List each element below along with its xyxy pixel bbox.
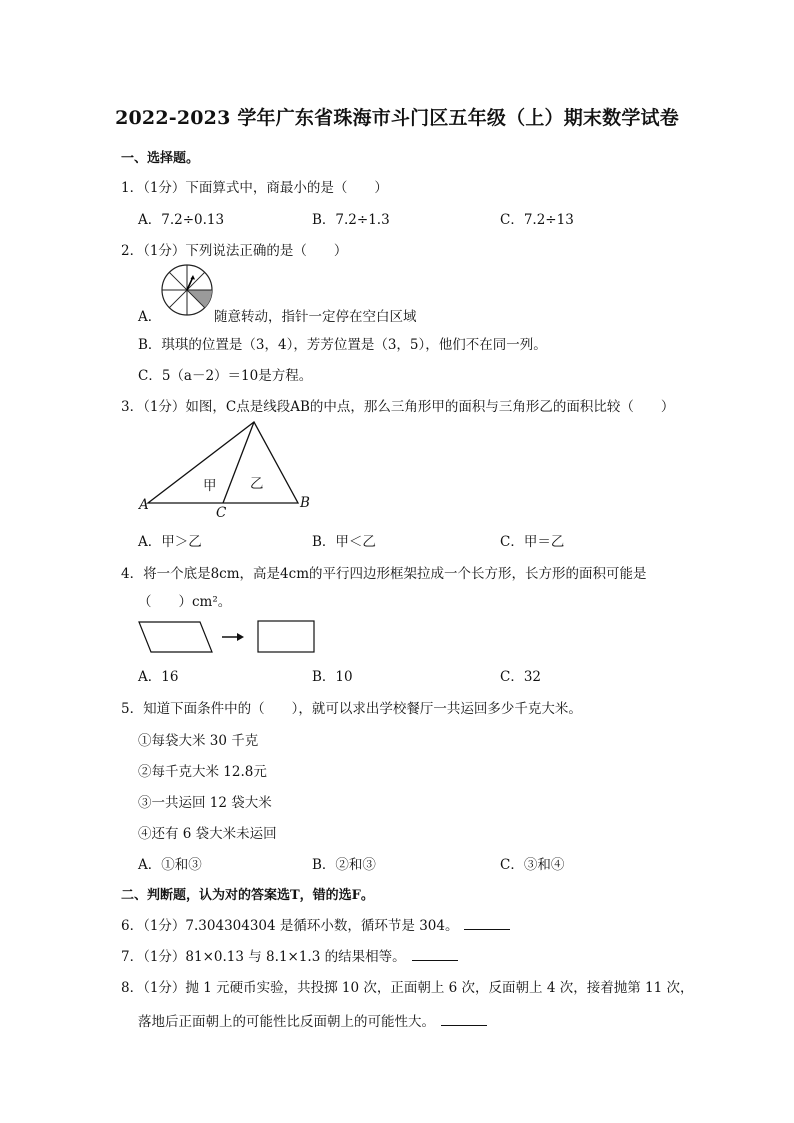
q1-option-a[interactable]: A．7.2÷0.13 (138, 212, 225, 228)
question-7-text: 7．（1分）81×0.13 与 8.1×1.3 的结果相等。 (121, 949, 406, 965)
q1-option-b[interactable]: B．7.2÷1.3 (312, 212, 390, 228)
q2-option-a-text[interactable]: 随意转动，指针一定停在空白区域 (214, 309, 417, 325)
q2-option-a-prefix[interactable]: A． (138, 309, 162, 325)
label-yi: 乙 (250, 476, 264, 492)
triangle-figure (134, 416, 324, 522)
q3-option-b[interactable]: B．甲＜乙 (312, 534, 376, 550)
question-7 (121, 945, 458, 965)
question-8-line2 (138, 1010, 487, 1030)
q2-option-b[interactable]: B．琪琪的位置是（3，4），芳芳位置是（3，5），他们不在同一列。 (138, 337, 547, 353)
label-jia: 甲 (203, 478, 217, 494)
question-8-text: 落地后正面朝上的可能性比反面朝上的可能性大。 (138, 1014, 435, 1030)
q5-condition-4: ④还有 6 袋大米未运回 (138, 826, 277, 842)
answer-blank-6[interactable] (464, 917, 510, 930)
question-4-stem: 4．将一个底是8cm，高是4cm的平行四边形框架拉成一个长方形，长方形的面积可能是 (121, 566, 647, 582)
q5-option-a[interactable]: A．①和③ (138, 857, 202, 873)
label-c: C (216, 505, 227, 521)
q4-option-b[interactable]: B．10 (312, 669, 353, 685)
question-5-stem: 5．知道下面条件中的（ ），就可以求出学校餐厅一共运回多少千克大米。 (121, 701, 582, 717)
answer-blank-8[interactable] (441, 1013, 487, 1026)
question-2-stem: 2．（1分）下列说法正确的是（ ） (121, 243, 348, 259)
q5-condition-2: ②每千克大米 12.8元 (138, 764, 267, 780)
q4-option-c[interactable]: C．32 (500, 669, 542, 685)
question-3-stem: 3．（1分）如图，C点是线段AB的中点，那么三角形甲的面积与三角形乙的面积比较（ ） (121, 399, 675, 415)
q3-option-a[interactable]: A．甲＞乙 (138, 534, 202, 550)
section-heading-choice: 一、选择题。 (121, 151, 200, 166)
q3-option-c[interactable]: C．甲＝乙 (500, 534, 565, 550)
label-b: B (300, 495, 310, 511)
question-8-line1: 8．（1分）抛 1 元硬币实验，共投掷 10 次，正面朝上 6 次，反面朝上 4 次，接着抛第 11 次， (121, 980, 694, 996)
q5-condition-1: ①每袋大米 30 千克 (138, 733, 259, 749)
question-1-stem: 1．（1分）下面算式中，商最小的是（ ） (121, 180, 388, 196)
q2-option-c[interactable]: C．5（a－2）＝10是方程。 (138, 368, 313, 384)
q1-option-c[interactable]: C．7.2÷13 (500, 212, 574, 228)
question-6-text: 6．（1分）7.304304304 是循环小数，循环节是 304。 (121, 918, 459, 934)
page-title: 2022-2023 学年广东省珠海市斗门区五年级（上）期末数学试卷 (115, 107, 679, 129)
parallelogram-to-rectangle-figure (136, 618, 318, 656)
q5-option-b[interactable]: B．②和③ (312, 857, 376, 873)
answer-blank-7[interactable] (412, 948, 458, 961)
section-heading-judgement: 二、判断题，认为对的答案选T，错的选F。 (121, 888, 374, 903)
question-4-stem-line2: （ ）cm²。 (138, 594, 232, 610)
q5-condition-3: ③一共运回 12 袋大米 (138, 795, 272, 811)
label-a: A (139, 497, 149, 513)
q4-option-a[interactable]: A．16 (138, 669, 179, 685)
question-6 (121, 914, 510, 934)
spinner-figure (160, 263, 214, 317)
q5-option-c[interactable]: C．③和④ (500, 857, 565, 873)
